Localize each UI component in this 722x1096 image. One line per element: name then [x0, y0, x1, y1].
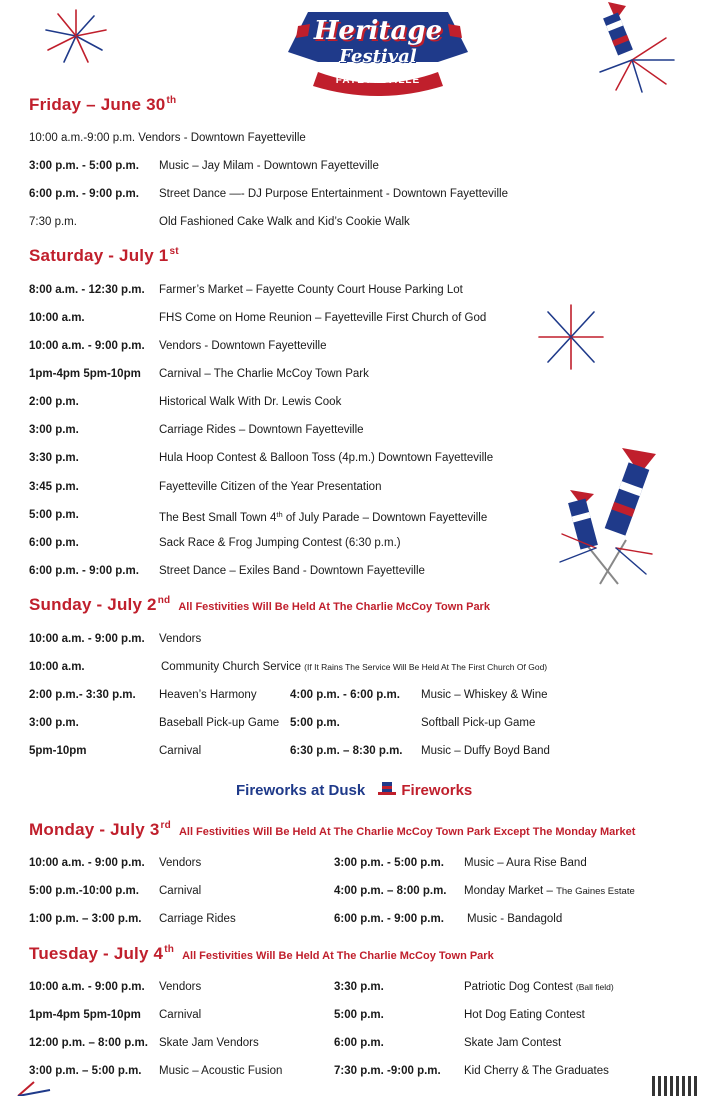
- sunday-note: All Festivities Will Be Held At The Charlie McCoy Town Park: [178, 601, 490, 613]
- sunday-row-4-time2: 5:00 p.m.: [290, 717, 340, 729]
- tuesday-row-2-time2: 5:00 p.m.: [334, 1009, 384, 1021]
- tuesday-row-2-time: 1pm-4pm 5pm-10pm: [29, 1009, 141, 1021]
- qr-code-icon: [652, 1076, 698, 1096]
- sunday-row-5-event2: Music – Duffy Boyd Band: [421, 745, 550, 757]
- saturday-row-1-event: Farmer’s Market – Fayette County Court House Parking Lot: [159, 284, 463, 296]
- tuesday-row-3-time2: 6:00 p.m.: [334, 1037, 384, 1049]
- friday-row-2-event: Music – Jay Milam - Downtown Fayetteville: [159, 160, 379, 172]
- tuesday-row-2-event2: Hot Dog Eating Contest: [464, 1009, 585, 1021]
- logo-banner: FAYETTEVILLE: [335, 75, 421, 86]
- saturday-row-9-time: 5:00 p.m.: [29, 509, 79, 521]
- monday-row-1-time2: 3:00 p.m. - 5:00 p.m.: [334, 857, 444, 869]
- fireworks-announcement: [236, 781, 472, 799]
- saturday-row-2-time: 10:00 a.m.: [29, 312, 85, 324]
- sunday-row-3-time: 2:00 p.m.- 3:30 p.m.: [29, 689, 136, 701]
- tuesday-row-1-event: Vendors: [159, 981, 202, 993]
- saturday-heading: Saturday - July 1st: [29, 246, 179, 265]
- sunday-row-3-time2: 4:00 p.m. - 6:00 p.m.: [290, 689, 400, 701]
- saturday-row-9-event: The Best Small Town 4th of July Parade – Downtown Fayetteville: [159, 510, 488, 524]
- friday-row-1: 10:00 a.m.-9:00 p.m. Vendors - Downtown Fayetteville: [29, 132, 306, 144]
- sunday-row-3-event2: Music – Whiskey & Wine: [421, 689, 548, 701]
- saturday-row-11-event: Street Dance – Exiles Band - Downtown Fayetteville: [159, 565, 425, 577]
- tuesday-row-4-event2: Kid Cherry & The Graduates: [464, 1065, 609, 1077]
- saturday-row-10-event: Sack Race & Frog Jumping Contest (6:30 p.m.): [159, 537, 401, 549]
- sunday-row-4-time: 3:00 p.m.: [29, 717, 79, 729]
- tuesday-row-4-time2: 7:30 p.m. -9:00 p.m.: [334, 1065, 441, 1077]
- tuesday-row-3-time: 12:00 p.m. – 8:00 p.m.: [29, 1037, 148, 1049]
- sunday-row-5-time2: 6:30 p.m. – 8:30 p.m.: [290, 745, 403, 757]
- saturday-row-6-time: 3:00 p.m.: [29, 424, 79, 436]
- saturday-row-3-time: 10:00 a.m. - 9:00 p.m.: [29, 340, 145, 352]
- saturday-row-7-event: Hula Hoop Contest & Balloon Toss (4p.m.) Downtown Fayetteville: [159, 452, 494, 464]
- sunday-row-2-time: 10:00 a.m.: [29, 661, 85, 673]
- heritage-festival-logo: [278, 2, 478, 100]
- monday-heading: Monday - July 3rdAll Festivities Will Be Held At The Charlie McCoy Town Park Except The Monday Market: [29, 820, 636, 839]
- sunday-row-4-event: Baseball Pick-up Game: [159, 717, 280, 729]
- saturday-row-5-event: Historical Walk With Dr. Lewis Cook: [159, 396, 342, 408]
- monday-row-2-event: Carnival: [159, 885, 202, 897]
- monday-row-3-time2: 6:00 p.m. - 9:00 p.m.: [334, 913, 444, 925]
- tuesday-row-1-event2: Patriotic Dog Contest (Ball field): [464, 981, 614, 993]
- monday-row-2-event2: Monday Market – The Gaines Estate: [464, 885, 635, 897]
- tuesday-row-1-time: 10:00 a.m. - 9:00 p.m.: [29, 981, 145, 993]
- saturday-row-2-event: FHS Come on Home Reunion – Fayetteville First Church of God: [159, 312, 487, 324]
- saturday-row-8-event: Fayetteville Citizen of the Year Presentation: [159, 481, 382, 493]
- friday-row-4-time: 7:30 p.m.: [29, 216, 77, 228]
- tuesday-row-3-event2: Skate Jam Contest: [464, 1037, 562, 1049]
- monday-row-1-time: 10:00 a.m. - 9:00 p.m.: [29, 857, 145, 869]
- saturday-row-4-time: 1pm-4pm 5pm-10pm: [29, 368, 141, 380]
- sunday-row-1-event: Vendors: [159, 633, 202, 645]
- saturday-row-6-event: Carriage Rides – Downtown Fayetteville: [159, 424, 364, 436]
- saturday-row-4-event: Carnival – The Charlie McCoy Town Park: [159, 368, 369, 380]
- tuesday-row-3-event: Skate Jam Vendors: [159, 1037, 259, 1049]
- saturday-row-3-event: Vendors - Downtown Fayetteville: [159, 340, 327, 352]
- rocket-firework-icon: [586, 0, 682, 96]
- monday-row-3-time: 1:00 p.m. – 3:00 p.m.: [29, 913, 142, 925]
- sunday-row-2-event: Community Church Service (If It Rains The Service Will Be Held At The First Church Of God): [161, 661, 548, 673]
- monday-row-3-event: Carriage Rides: [159, 913, 236, 925]
- saturday-row-1-time: 8:00 a.m. - 12:30 p.m.: [29, 284, 145, 296]
- monday-row-1-event: Vendors: [159, 857, 202, 869]
- tuesday-row-1-time2: 3:30 p.m.: [334, 981, 384, 993]
- tuesday-row-4-time: 3:00 p.m. – 5:00 p.m.: [29, 1065, 142, 1077]
- logo-subtitle: Festival: [339, 46, 417, 67]
- tuesday-note: All Festivities Will Be Held At The Charlie McCoy Town Park: [182, 950, 494, 962]
- saturday-row-5-time: 2:00 p.m.: [29, 396, 79, 408]
- firework-burst-icon: [40, 6, 112, 66]
- fireworks-right-text: Fireworks: [401, 782, 473, 799]
- fireworks-left-text: Fireworks at Dusk: [236, 782, 366, 799]
- tuesday-row-2-event: Carnival: [159, 1009, 202, 1021]
- sunday-row-3-event: Heaven’s Harmony: [159, 689, 257, 701]
- hat-icon: [377, 781, 397, 797]
- rocket-firework-icon: [556, 444, 666, 590]
- friday-row-4-event: Old Fashioned Cake Walk and Kid’s Cookie Walk: [159, 216, 410, 228]
- corner-firework-icon: [14, 1078, 54, 1096]
- monday-row-3-event2: Music - Bandagold: [467, 913, 563, 925]
- sunday-row-1-time: 10:00 a.m. - 9:00 p.m.: [29, 633, 145, 645]
- saturday-row-7-time: 3:30 p.m.: [29, 452, 79, 464]
- tuesday-heading: Tuesday - July 4thAll Festivities Will Be Held At The Charlie McCoy Town Park: [29, 944, 494, 963]
- monday-row-2-time: 5:00 p.m.-10:00 p.m.: [29, 885, 139, 897]
- saturday-row-10-time: 6:00 p.m.: [29, 537, 79, 549]
- friday-row-3-event: Street Dance —- DJ Purpose Entertainment - Downtown Fayetteville: [159, 188, 508, 200]
- saturday-row-8-time: 3:45 p.m.: [29, 481, 79, 493]
- sunday-row-5-time: 5pm-10pm: [29, 745, 87, 757]
- sunday-row-4-event2: Softball Pick-up Game: [421, 717, 536, 729]
- monday-row-1-event2: Music – Aura Rise Band: [464, 857, 587, 869]
- saturday-row-11-time: 6:00 p.m. - 9:00 p.m.: [29, 565, 139, 577]
- monday-row-2-time2: 4:00 p.m. – 8:00 p.m.: [334, 885, 447, 897]
- friday-row-2-time: 3:00 p.m. - 5:00 p.m.: [29, 160, 139, 172]
- firework-burst-icon: [536, 302, 606, 372]
- sunday-heading: Sunday - July 2ndAll Festivities Will Be Held At The Charlie McCoy Town Park: [29, 595, 490, 614]
- friday-heading: Friday – June 30th: [29, 95, 177, 114]
- logo-title: Heritage: [313, 16, 443, 46]
- friday-row-3-time: 6:00 p.m. - 9:00 p.m.: [29, 188, 139, 200]
- tuesday-row-4-event: Music – Acoustic Fusion: [159, 1065, 283, 1077]
- monday-note: All Festivities Will Be Held At The Charlie McCoy Town Park Except The Monday Market: [178, 826, 636, 838]
- sunday-row-5-event: Carnival: [159, 745, 202, 757]
